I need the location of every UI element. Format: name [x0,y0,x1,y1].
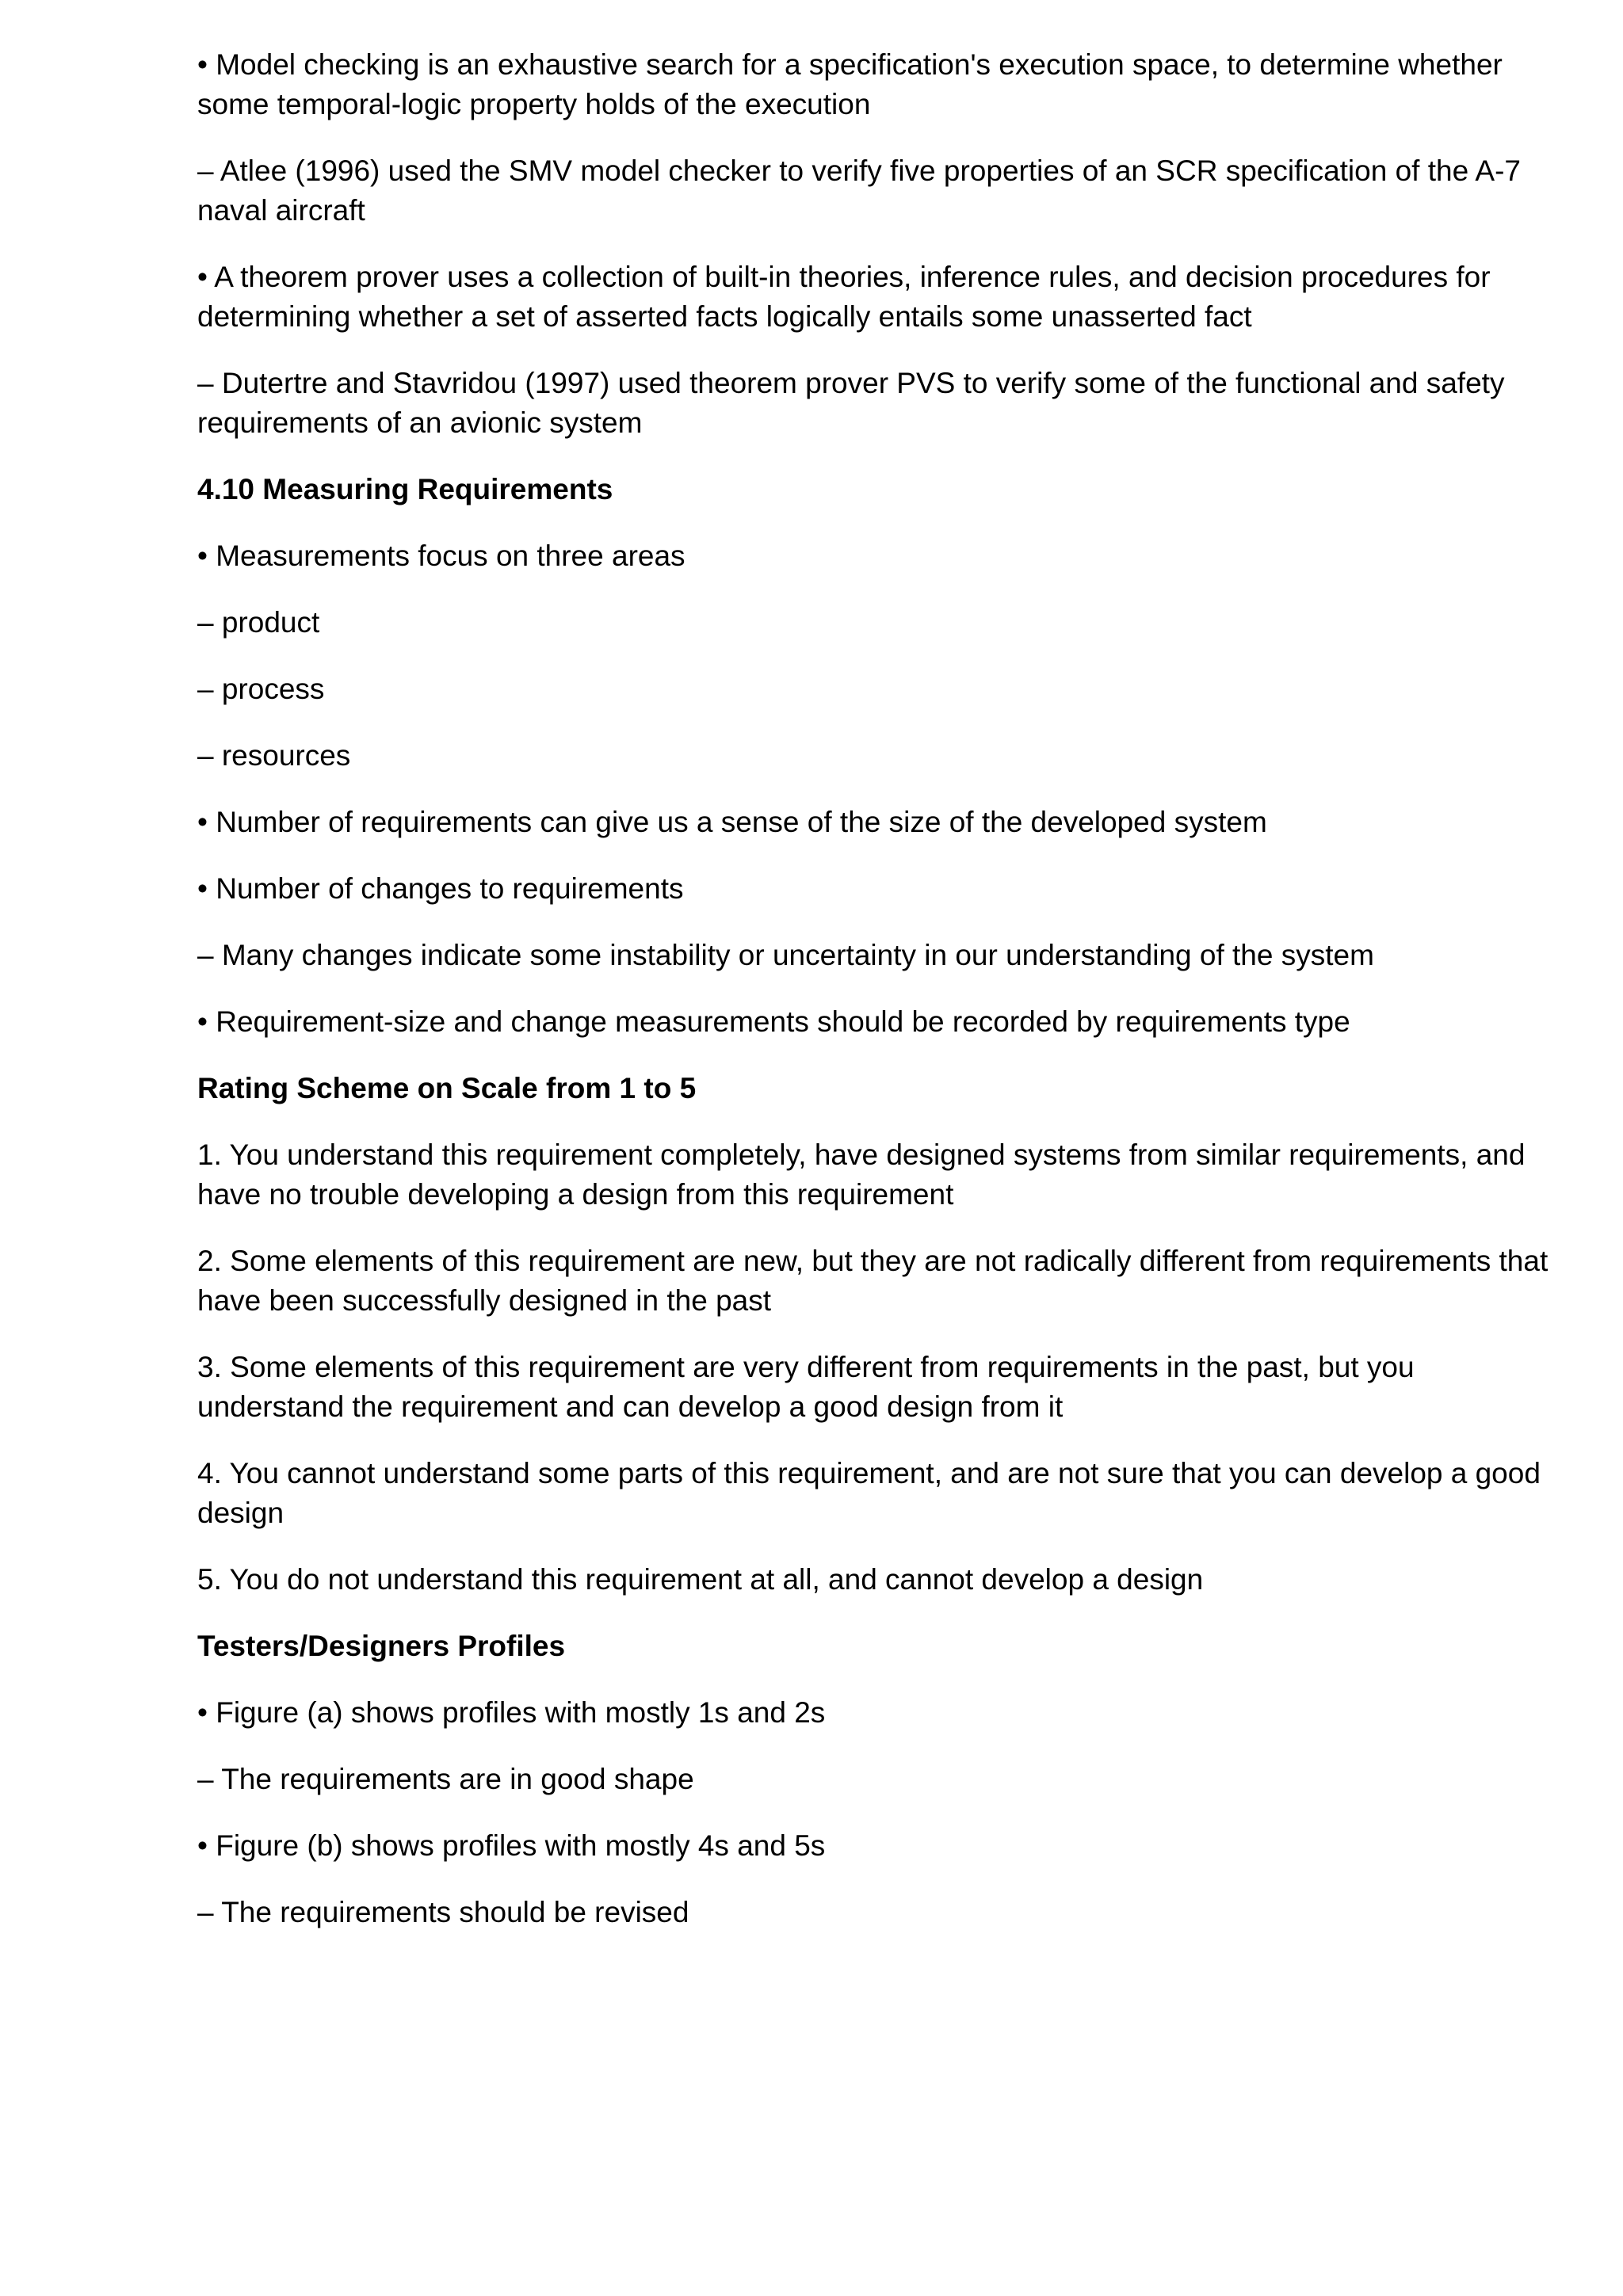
list-item-product: – product [197,606,320,639]
rating-item-5: 5. You do not understand this requirement at all, and cannot develop a design [197,1563,1204,1596]
paragraph-figure-b: • Figure (b) shows profiles with mostly 4s and 5s [197,1829,826,1862]
rating-item-1: 1. You understand this requirement completely, have designed systems from similar requirements, and have no trouble developing a design from this requirement [197,1138,1533,1211]
paragraph-dutertre-example: – Dutertre and Stavridou (1997) used theorem prover PVS to verify some of the functional and safety requirements of an avionic system [197,367,1522,439]
paragraph-many-changes: – Many changes indicate some instability or uncertainty in our understanding of the system [197,939,1374,971]
section-heading-measuring-requirements: 4.10 Measuring Requirements [197,473,613,505]
paragraph-model-checking: • Model checking is an exhaustive search for a specification's execution space, to determine whether some temporal-logic property holds of the execution [197,48,1511,120]
document-page [197,45,1560,1959]
paragraph-size-change-recording: • Requirement-size and change measurements should be recorded by requirements type [197,1005,1350,1038]
rating-item-2: 2. Some elements of this requirement are new, but they are not radically different from requirements that have been successfully designed in the past [197,1245,1556,1317]
paragraph-atlee-example: – Atlee (1996) used the SMV model checker to verify five properties of an SCR specification of the A-7 naval aircraft [197,154,1529,227]
paragraph-measurement-areas: • Measurements focus on three areas [197,540,685,572]
section-heading-profiles: Testers/Designers Profiles [197,1630,566,1662]
paragraph-theorem-prover: • A theorem prover uses a collection of built-in theories, inference rules, and decision procedures for determining whether a set of asserted facts logically entails some unasserted fact [197,261,1499,333]
list-item-resources: – resources [197,739,351,772]
paragraph-figure-a: • Figure (a) shows profiles with mostly 1s and 2s [197,1696,826,1729]
paragraph-number-of-requirements: • Number of requirements can give us a sense of the size of the developed system [197,806,1267,838]
paragraph-number-of-changes: • Number of changes to requirements [197,872,684,905]
paragraph-good-shape: – The requirements are in good shape [197,1763,694,1795]
list-item-process: – process [197,673,325,705]
rating-item-4: 4. You cannot understand some parts of this requirement, and are not sure that you can develop a good design [197,1457,1549,1529]
paragraph-should-be-revised: – The requirements should be revised [197,1896,689,1928]
rating-item-3: 3. Some elements of this requirement are very different from requirements in the past, but you understand the requirement and can develop a good design from it [197,1351,1423,1423]
section-heading-rating-scheme: Rating Scheme on Scale from 1 to 5 [197,1072,697,1104]
